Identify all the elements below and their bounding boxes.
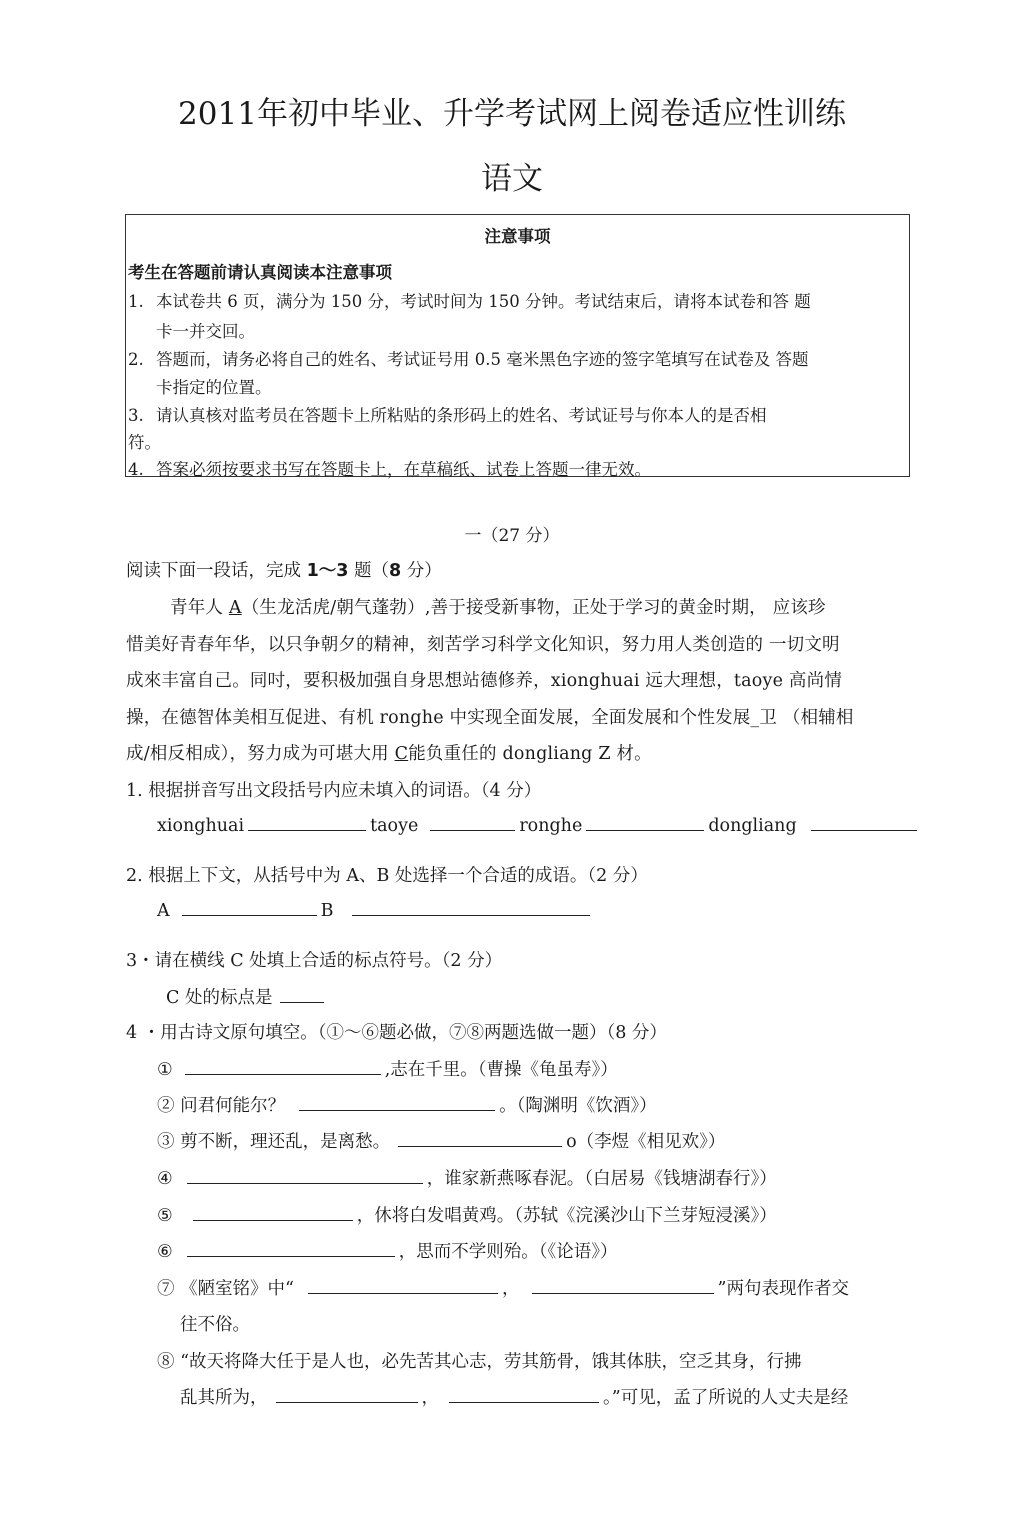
poem-text: 。”可见，孟了所说的人丈夫是经 xyxy=(603,1388,849,1408)
answer-blank[interactable] xyxy=(398,1145,562,1147)
answer-blank[interactable] xyxy=(276,1401,418,1403)
notice-heading: 注意事项 xyxy=(484,227,551,246)
answer-blank[interactable] xyxy=(449,1401,599,1403)
notice-subheading: 考生在答题前请认真阅读本注意事项 xyxy=(128,263,392,282)
page-title: 2011年初中毕业、升学考试网上阅卷适应性训练 xyxy=(178,96,846,132)
section-heading: 一（27 分） xyxy=(464,526,560,546)
poem-text: ”两句表现作者交 xyxy=(717,1279,849,1299)
answer-blank[interactable] xyxy=(185,1073,381,1075)
answer-blank[interactable] xyxy=(299,1109,495,1111)
notice-item xyxy=(128,456,651,480)
poem-text: ，谁家新燕啄春泥。（白居易《钱塘湖春行》） xyxy=(426,1169,777,1189)
intro-text: 阅读下面一段话，完成 xyxy=(126,561,307,581)
poem-fill-item xyxy=(157,1056,618,1081)
poem-text: ， xyxy=(421,1388,439,1408)
reading-paragraph-line: 惜美好青春年华，以只争朝夕的精神，刻苦学习科学文化知识，努力用人类创造的 一切文明 xyxy=(126,635,840,655)
item-number: ① xyxy=(157,1060,173,1080)
poem-fill-item xyxy=(157,1238,617,1263)
paragraph-text: 成/相反相成），努力成为可堪大用 xyxy=(126,744,395,764)
item-number: ⑥ xyxy=(157,1242,173,1262)
answer-blank[interactable] xyxy=(586,829,704,831)
item-number: ② xyxy=(157,1096,175,1116)
poem-fill-item-7 xyxy=(157,1275,849,1300)
question-3: 3・请在横线 C 处填上合适的标点符号。（2 分） xyxy=(126,951,503,971)
reading-paragraph-line: 成來丰富自己。同吋，要积极加强自身思想站德修养，xionghuai 远大理想，taoye 高尚情 xyxy=(126,671,843,691)
notice-item-text: 答题而，请务必将自己的姓名、考试证号用 0.5 毫米黑色字迹的签字笔填写在试卷及 答题 xyxy=(156,350,809,369)
paragraph-text: 能负重任的 dongliang Z 材。 xyxy=(408,744,652,764)
intro-score: 8 xyxy=(389,561,402,581)
reading-paragraph-line xyxy=(170,594,826,619)
poem-fill-item-8-continuation xyxy=(180,1384,848,1409)
subject-title: 语文 xyxy=(481,161,543,197)
poem-text: ， xyxy=(502,1279,520,1299)
paragraph-text: 青年人 xyxy=(170,598,229,618)
answer-blank[interactable] xyxy=(308,1292,498,1294)
poem-text: o（李煜《相见欢》） xyxy=(566,1132,726,1152)
answer-blank[interactable] xyxy=(248,829,366,831)
question-4: 4 ・用古诗文原句填空。（①～⑥题必做，⑦⑧两题选做一题）（8 分） xyxy=(126,1023,667,1043)
answer-blank[interactable] xyxy=(187,1182,423,1184)
poem-text: 问君何能尔？ xyxy=(180,1096,286,1116)
reading-paragraph-line xyxy=(126,740,652,765)
intro-range: 1～3 xyxy=(306,561,349,581)
intro-text: 题（ xyxy=(348,561,389,581)
notice-box xyxy=(125,214,910,477)
notice-item xyxy=(128,402,767,426)
poem-fill-item-8: ⑧ “故天将降大任于是人也，必先苦其心志，劳其筋骨，饿其体肤，空乏其身，行拂 xyxy=(157,1352,802,1372)
reading-intro xyxy=(126,557,442,582)
item-number: ⑤ xyxy=(157,1206,173,1226)
blank-marker-a: A xyxy=(228,598,242,618)
blank-marker-c: C xyxy=(394,744,409,764)
question-1: 1. 根据拼音写出文段括号内应未填入的词语。（4 分） xyxy=(126,781,542,801)
notice-item xyxy=(128,288,811,312)
answer-blank[interactable] xyxy=(187,1255,395,1257)
poem-text: ，休将白发唱黄鸡。（苏轼《浣溪沙山下兰芽短浸溪》） xyxy=(356,1206,777,1226)
question-1-answers xyxy=(157,816,921,836)
poem-text: 。（陶渊明《饮酒》） xyxy=(499,1096,657,1116)
item-number: ④ xyxy=(157,1169,173,1189)
poem-fill-item xyxy=(157,1202,777,1227)
notice-item-continuation: 符。 xyxy=(128,433,161,452)
notice-item-number: 2. xyxy=(128,350,144,369)
reading-paragraph-line: 操，在德智体美相互促进、有机 ronghe 中实现全面发展，全面发展和个性发展_卫 （相辅相 xyxy=(126,708,854,728)
item-number: ③ xyxy=(157,1132,175,1152)
poem-text: ⑦ 《陋室铭》中“ xyxy=(157,1279,295,1299)
paragraph-text: （生龙活虎/朝气蓬勃）,善于接受新事物，正处于学习的黄金时期， 应该珍 xyxy=(241,598,826,618)
notice-item-text: 请认真核对监考员在答题卡上所粘贴的条形码上的姓名、考试证号与你本人的是否相 xyxy=(156,406,767,425)
notice-item-text: 本试卷共 6 页，满分为 150 分，考试时间为 150 分钟。考试结束后，请将本试卷和答 题 xyxy=(156,292,811,311)
pinyin-word: dongliang xyxy=(708,816,797,836)
poem-text: 剪不断，理还乱，是离愁。 xyxy=(180,1132,391,1152)
answer-blank[interactable] xyxy=(193,1219,353,1221)
question-3-prompt: C 处的标点是 xyxy=(166,988,273,1008)
poem-fill-item-7-continuation: 往不俗。 xyxy=(180,1315,250,1335)
option-label-a: A xyxy=(157,901,170,921)
option-label-b: B xyxy=(320,901,334,921)
notice-item-number: 1. xyxy=(128,292,144,311)
notice-item-continuation: 卡一并交回。 xyxy=(156,322,255,341)
question-2: 2. 根据上下文，从括号中为 A、B 处选择一个合适的成语。（2 分） xyxy=(126,866,648,886)
intro-text: 分） xyxy=(401,561,442,581)
pinyin-word: ronghe xyxy=(519,816,583,836)
notice-item-continuation: 卡指定的位置。 xyxy=(156,378,272,397)
notice-item-text: 答案必须按要求书写在答题卡上，在草稿纸、试卷上答题一律无效。 xyxy=(156,460,651,479)
poem-fill-item xyxy=(157,1128,725,1153)
pinyin-word: xionghuai xyxy=(157,816,245,836)
answer-blank[interactable] xyxy=(182,914,317,916)
answer-blank[interactable] xyxy=(811,829,917,831)
answer-blank[interactable] xyxy=(352,914,590,916)
poem-text: ，思而不学则殆。（《论语》） xyxy=(398,1242,618,1262)
notice-item xyxy=(128,346,808,370)
answer-blank[interactable] xyxy=(430,829,515,831)
poem-fill-item xyxy=(157,1165,777,1190)
notice-item-number: 3. xyxy=(128,406,144,425)
question-2-answers xyxy=(157,901,594,921)
answer-blank[interactable] xyxy=(280,1001,324,1003)
question-3-answer xyxy=(166,984,328,1009)
pinyin-word: taoye xyxy=(370,816,419,836)
notice-item-number: 4. xyxy=(128,460,144,479)
poem-text: ,志在千里。（曹操《龟虽寿》） xyxy=(384,1060,618,1080)
answer-blank[interactable] xyxy=(532,1292,714,1294)
poem-text: 乱其所为， xyxy=(180,1388,268,1408)
poem-fill-item xyxy=(157,1092,657,1117)
